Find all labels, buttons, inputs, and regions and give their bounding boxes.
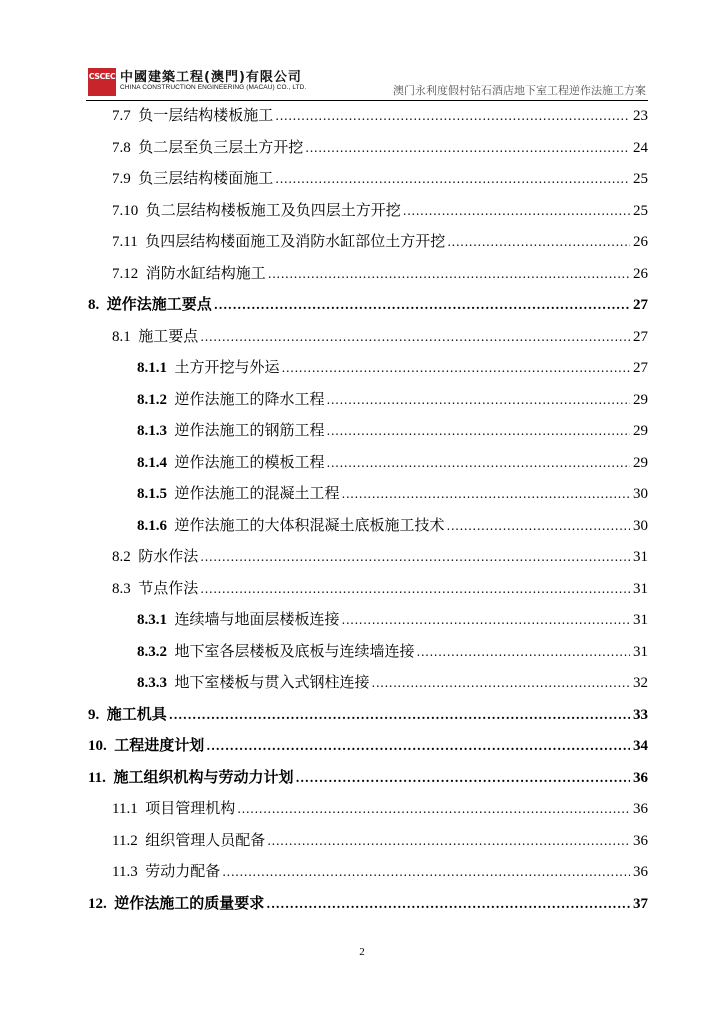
toc-leader-dots	[214, 294, 630, 316]
toc-leader-dots	[327, 420, 630, 442]
toc-leader-dots	[200, 578, 630, 600]
toc-entry-label	[88, 734, 206, 757]
toc-leader-dots	[282, 357, 630, 379]
toc-entry-page: 30	[633, 486, 648, 502]
toc-entry-title: 工程进度计划	[114, 736, 205, 754]
toc-entry-title: 施工机具	[106, 704, 167, 723]
toc-entry-title: 逆作法施工的降水工程	[174, 389, 325, 408]
company-name-cn: 中國建築工程(澳門)有限公司	[120, 70, 302, 85]
toc-entry-label	[137, 482, 342, 505]
toc-leader-dots	[237, 798, 630, 820]
toc-entry-number: 8.1.5	[137, 486, 167, 502]
toc-entry-number: 8.2	[112, 549, 131, 565]
toc-entry-number: 7.8	[112, 139, 131, 156]
toc-entry-page: 29	[633, 454, 648, 471]
toc-entry-title: 逆作法施工的质量要求	[114, 893, 265, 912]
toc-entry-number: 8.3.2	[137, 643, 167, 660]
toc-entry-page: 34	[633, 738, 648, 754]
toc-entry-page: 26	[633, 234, 648, 250]
toc-entry-number: 7.12	[112, 265, 139, 282]
toc-entry-label	[137, 356, 282, 379]
toc-entry[interactable]	[137, 419, 648, 441]
toc-entry-title: 连续墙与地面层楼板连接	[174, 610, 340, 628]
toc-entry-title: 逆作法施工的模板工程	[174, 452, 325, 471]
toc-entry-label	[88, 766, 295, 789]
toc-entry-number: 8.1.3	[137, 423, 167, 439]
toc-entry-title: 逆作法施工要点	[106, 295, 212, 313]
toc-entry[interactable]	[112, 230, 648, 252]
toc-entry-page: 31	[633, 580, 648, 597]
toc-entry-label	[112, 230, 447, 253]
toc-entry[interactable]	[112, 545, 648, 567]
toc-entry-number: 8.1.4	[137, 454, 167, 471]
toc-entry[interactable]	[112, 829, 648, 851]
toc-entry-page: 31	[633, 549, 648, 565]
toc-entry-label	[137, 388, 327, 411]
toc-entry-number: 9.	[88, 706, 100, 723]
toc-entry-title: 负二层至负三层土方开挖	[138, 137, 304, 156]
toc-entry-title: 消防水缸结构施工	[145, 263, 266, 282]
toc-entry-page: 23	[633, 108, 648, 124]
toc-entry-page: 36	[633, 769, 648, 786]
toc-entry-label	[137, 514, 447, 537]
toc-entry[interactable]	[112, 136, 648, 158]
toc-entry-page: 29	[633, 423, 648, 439]
toc-leader-dots	[342, 483, 630, 505]
toc-entry[interactable]	[112, 167, 648, 189]
toc-entry-label	[88, 293, 214, 316]
toc-entry-page: 27	[633, 297, 648, 313]
toc-entry[interactable]	[112, 262, 648, 284]
toc-entry-number: 11.1	[112, 801, 138, 817]
toc-entry-number: 11.3	[112, 864, 138, 880]
toc-leader-dots	[275, 105, 630, 127]
toc-entry[interactable]	[112, 577, 648, 599]
toc-entry-title: 施工要点	[138, 326, 199, 345]
toc-entry-title: 地下室楼板与贯入式钢柱连接	[174, 673, 370, 691]
toc-entry-label	[137, 640, 417, 663]
toc-entry-title: 逆作法施工的大体积混凝土底板施工技术	[174, 515, 445, 534]
page-number: 2	[359, 946, 365, 958]
toc-entry-title: 负一层结构楼板施工	[138, 106, 274, 124]
toc-leader-dots	[169, 704, 630, 726]
toc-entry-title: 项目管理机构	[145, 799, 236, 817]
toc-leader-dots	[266, 893, 630, 915]
toc-entry-title: 负二层结构楼板施工及负四层土方开挖	[145, 200, 401, 219]
toc-leader-dots	[447, 515, 630, 537]
toc-leader-dots	[417, 641, 630, 663]
toc-leader-dots	[275, 168, 630, 190]
toc-leader-dots	[206, 735, 630, 757]
toc-entry-page: 37	[633, 895, 648, 912]
toc-leader-dots	[403, 200, 630, 222]
toc-entry[interactable]	[137, 451, 648, 473]
toc-entry[interactable]	[112, 325, 648, 347]
toc-entry[interactable]	[137, 482, 648, 504]
toc-entry-number: 7.9	[112, 171, 131, 187]
toc-entry-number: 8.1.2	[137, 391, 167, 408]
toc-entry-number: 8.3.1	[137, 612, 167, 628]
toc-entry-page: 31	[633, 612, 648, 628]
toc-entry[interactable]	[112, 199, 648, 221]
toc-entry-title: 组织管理人员配备	[145, 830, 266, 849]
toc-leader-dots	[267, 830, 630, 852]
toc-entry-number: 8.	[88, 297, 100, 313]
toc-entry[interactable]	[137, 640, 648, 662]
toc-entry-page: 36	[633, 801, 648, 817]
toc-entry-title: 劳动力配备	[145, 862, 221, 880]
toc-entry[interactable]	[88, 293, 648, 315]
toc-entry-page: 25	[633, 202, 648, 219]
toc-entry-page: 27	[633, 328, 648, 345]
toc-entry-label	[112, 577, 200, 600]
toc-entry-number: 10.	[88, 738, 107, 754]
toc-entry-title: 节点作法	[138, 578, 199, 597]
toc-entry-page: 26	[633, 265, 648, 282]
toc-entry-number: 8.3.3	[137, 675, 167, 691]
toc-entry-label	[137, 671, 372, 694]
toc-entry-number: 8.1.6	[137, 517, 167, 534]
toc-entry-number: 7.10	[112, 202, 139, 219]
toc-entry-title: 逆作法施工的混凝土工程	[174, 484, 340, 502]
toc-entry[interactable]	[112, 860, 648, 882]
document-title: 澳门永利度假村钻石酒店地下室工程逆作法施工方案	[393, 84, 646, 97]
toc-entry-number: 7.11	[112, 234, 138, 250]
toc-leader-dots	[342, 609, 630, 631]
toc-entry-number: 11.	[88, 769, 106, 786]
toc-entry-page: 29	[633, 391, 648, 408]
toc-entry-page: 31	[633, 643, 648, 660]
toc-entry[interactable]	[88, 766, 648, 788]
toc-leader-dots	[305, 137, 630, 159]
toc-leader-dots	[268, 263, 630, 285]
toc-entry-label	[112, 104, 275, 127]
toc-entry[interactable]	[88, 703, 648, 725]
toc-entry-label	[112, 199, 403, 222]
company-logo: CSCEC	[88, 68, 116, 96]
toc-entry-number: 7.7	[112, 108, 131, 124]
toc-entry-label	[137, 451, 327, 474]
toc-entry-page: 36	[633, 864, 648, 880]
toc-leader-dots	[200, 546, 630, 568]
toc-entry-label	[112, 262, 268, 285]
toc-entry-label	[112, 167, 275, 190]
toc-entry[interactable]	[137, 388, 648, 410]
toc-entry[interactable]	[88, 734, 648, 756]
toc-entry-label	[112, 797, 237, 820]
toc-leader-dots	[200, 326, 630, 348]
page-header	[86, 66, 648, 101]
toc-entry-label	[112, 136, 305, 159]
toc-entry-page: 25	[633, 171, 648, 187]
toc-entry-page: 36	[633, 832, 648, 849]
toc-leader-dots	[372, 672, 630, 694]
toc-entry-title: 负三层结构楼面施工	[138, 169, 274, 187]
toc-entry-number: 8.1	[112, 328, 131, 345]
toc-entry-page: 30	[633, 517, 648, 534]
toc-entry-page: 33	[633, 706, 648, 723]
toc-entry[interactable]	[88, 892, 648, 914]
toc-entry[interactable]	[112, 104, 648, 126]
toc-entry-number: 8.1.1	[137, 360, 167, 376]
toc-entry-label	[112, 545, 200, 568]
toc-entry-label	[112, 860, 222, 883]
toc-entry-page: 27	[633, 360, 648, 376]
toc-entry[interactable]	[137, 514, 648, 536]
toc-entry-title: 逆作法施工的钢筋工程	[174, 421, 325, 439]
toc-entry-page: 32	[633, 675, 648, 691]
toc-entry-page: 24	[633, 139, 648, 156]
company-name-en: CHINA CONSTRUCTION ENGINEERING (MACAU) CO., LTD.	[120, 84, 307, 91]
toc-entry-label	[137, 608, 342, 631]
toc-entry-number: 11.2	[112, 832, 138, 849]
toc-entry-label	[112, 829, 267, 852]
toc-entry-title: 负四层结构楼面施工及消防水缸部位土方开挖	[145, 232, 446, 250]
toc-entry-label	[88, 892, 266, 915]
toc-leader-dots	[222, 861, 630, 883]
toc-entry-title: 土方开挖与外运	[174, 358, 280, 376]
toc-entry[interactable]	[137, 608, 648, 630]
toc-entry-label	[88, 703, 169, 726]
toc-leader-dots	[447, 231, 630, 253]
toc-leader-dots	[327, 452, 630, 474]
toc-leader-dots	[327, 389, 630, 411]
toc-entry-title: 地下室各层楼板及底板与连续墙连接	[174, 641, 415, 660]
toc-entry[interactable]	[137, 671, 648, 693]
toc-entry-label	[112, 325, 200, 348]
toc-entry[interactable]	[137, 356, 648, 378]
toc-entry-label	[137, 419, 327, 442]
toc-entry[interactable]	[112, 797, 648, 819]
toc-entry-title: 防水作法	[138, 547, 199, 565]
toc-leader-dots	[295, 767, 630, 789]
toc-entry-title: 施工组织机构与劳动力计划	[113, 767, 294, 786]
toc-entry-number: 8.3	[112, 580, 131, 597]
toc-entry-number: 12.	[88, 895, 107, 912]
